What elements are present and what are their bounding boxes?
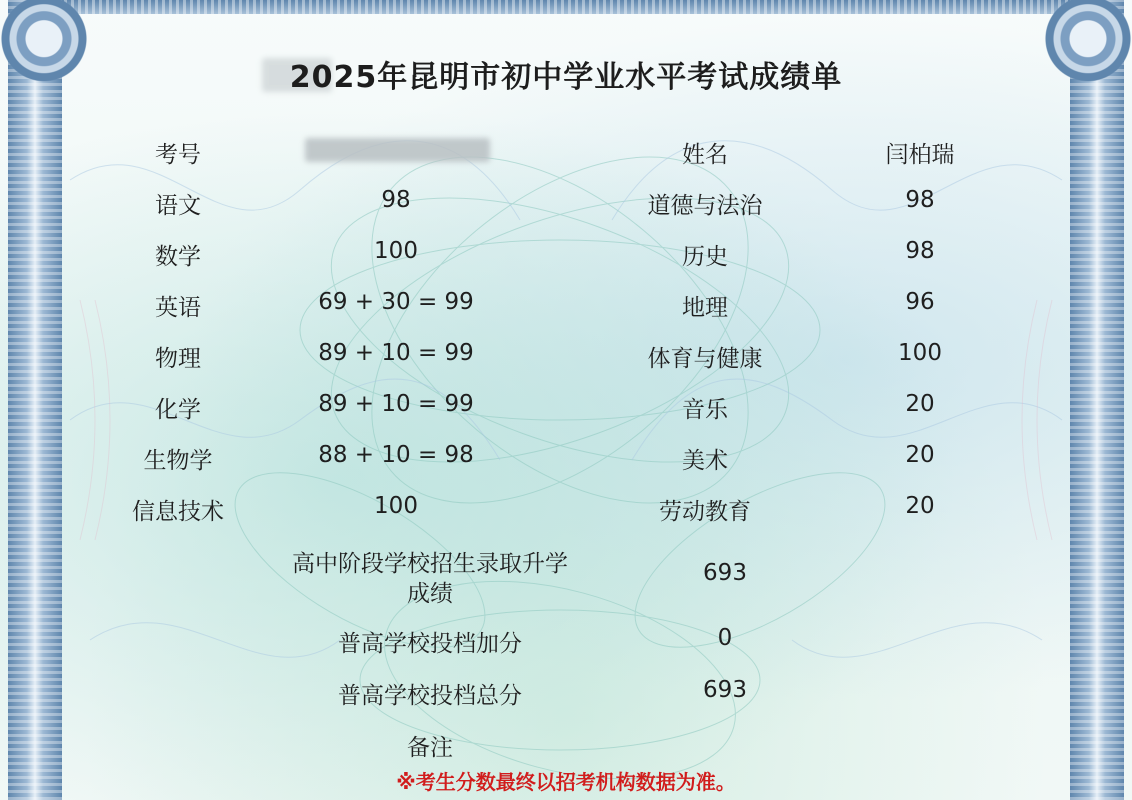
subject-score: 88 + 10 = 98 (318, 442, 474, 468)
total-score-value: 693 (703, 677, 747, 703)
admission-score-value: 693 (703, 560, 747, 586)
subject-name: 生物学 (143, 448, 213, 474)
subject-name: 化学 (155, 397, 201, 423)
name-value: 闫柏瑞 (885, 142, 955, 168)
subject-score: 100 (898, 340, 942, 366)
subject-score: 89 + 10 = 99 (318, 391, 474, 417)
decorative-border-left (8, 0, 62, 800)
admission-score-label-line2: 成绩 (407, 581, 453, 607)
subject-score: 96 (905, 289, 935, 315)
subject-name: 音乐 (682, 397, 728, 423)
subject-name: 语文 (155, 193, 201, 219)
subject-score: 98 (905, 187, 935, 213)
subject-score: 20 (905, 493, 935, 519)
subject-score: 69 + 30 = 99 (318, 289, 474, 315)
subject-score: 20 (905, 391, 935, 417)
subject-name: 历史 (682, 244, 728, 270)
subject-score: 98 (381, 187, 411, 213)
subject-score: 89 + 10 = 99 (318, 340, 474, 366)
admission-score-label: 高中阶段学校招生录取升学 (292, 551, 568, 577)
decorative-border-top (8, 0, 1124, 14)
subject-name: 地理 (682, 295, 728, 321)
decorative-border-right (1070, 0, 1124, 800)
subject-score: 20 (905, 442, 935, 468)
exam-number-label: 考号 (155, 142, 201, 168)
subject-name: 体育与健康 (647, 346, 763, 372)
page-title: 2025年昆明市初中学业水平考试成绩单 (289, 60, 843, 95)
subject-name: 劳动教育 (659, 499, 751, 525)
disclaimer-notice: ※考生分数最终以招考机构数据为准。 (396, 770, 736, 794)
total-score-label: 普高学校投档总分 (338, 683, 522, 709)
name-label: 姓名 (682, 142, 728, 168)
bonus-points-label: 普高学校投档加分 (338, 631, 522, 657)
subject-score: 98 (905, 238, 935, 264)
subject-score: 100 (374, 238, 418, 264)
subject-name: 美术 (682, 448, 728, 474)
redacted-exam-number (305, 138, 490, 162)
subject-score: 100 (374, 493, 418, 519)
subject-name: 英语 (155, 295, 201, 321)
subject-name: 物理 (155, 346, 201, 372)
remarks-label: 备注 (407, 735, 453, 761)
subject-name: 信息技术 (132, 499, 224, 525)
subject-name: 道德与法治 (647, 193, 763, 219)
bonus-points-value: 0 (717, 625, 733, 651)
subject-name: 数学 (155, 244, 201, 270)
